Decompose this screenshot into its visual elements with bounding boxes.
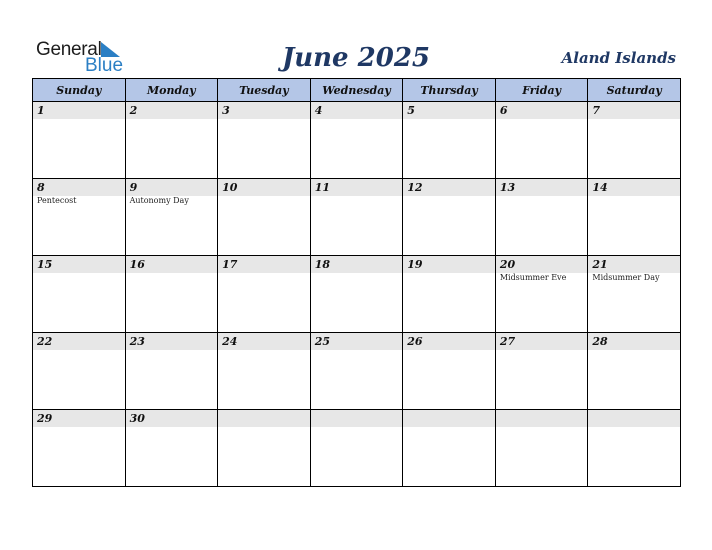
logo-text-blue: Blue [85,55,124,76]
day-cell[interactable] [588,179,681,256]
day-number [403,410,495,427]
weekday-header: Wednesday [310,79,403,102]
day-number [311,410,403,427]
day-number: 30 [126,410,218,427]
day-number: 14 [588,179,680,196]
day-number: 28 [588,333,680,350]
day-number: 24 [218,333,310,350]
day-number: 19 [403,256,495,273]
day-cell[interactable] [588,333,681,410]
day-cell[interactable] [218,256,311,333]
day-number: 8 [33,179,125,196]
day-cell[interactable] [588,256,681,333]
day-number: 21 [588,256,680,273]
day-number: 22 [33,333,125,350]
day-cell[interactable] [33,179,126,256]
week-row [33,410,681,487]
day-number: 15 [33,256,125,273]
day-cell[interactable] [495,333,588,410]
week-row [33,179,681,256]
day-number: 5 [403,102,495,119]
day-cell[interactable] [403,102,496,179]
region-name: Aland Islands [561,49,676,67]
day-number: 13 [496,179,588,196]
day-number: 27 [496,333,588,350]
day-cell[interactable] [310,333,403,410]
day-cell[interactable] [403,333,496,410]
day-cell[interactable] [218,410,311,487]
day-number: 6 [496,102,588,119]
day-number: 2 [126,102,218,119]
day-number: 11 [311,179,403,196]
day-cell[interactable] [495,256,588,333]
day-number [588,410,680,427]
week-row [33,333,681,410]
day-number: 3 [218,102,310,119]
day-cell[interactable] [495,410,588,487]
day-cell[interactable] [33,333,126,410]
day-number: 4 [311,102,403,119]
calendar-title: June 2025 [281,43,431,73]
week-row [33,256,681,333]
day-cell[interactable] [218,333,311,410]
day-number: 10 [218,179,310,196]
day-cell[interactable] [495,102,588,179]
day-cell[interactable] [310,410,403,487]
holiday-label: Autonomy Day [129,196,189,205]
weekday-header: Sunday [33,79,126,102]
holiday-label: Pentecost [37,196,77,205]
day-cell[interactable] [310,102,403,179]
day-number: 26 [403,333,495,350]
day-number: 29 [33,410,125,427]
calendar-grid [32,78,681,487]
day-number: 20 [496,256,588,273]
day-cell[interactable] [218,179,311,256]
day-cell[interactable] [125,179,218,256]
day-cell[interactable] [125,256,218,333]
day-cell[interactable] [588,410,681,487]
day-cell[interactable] [218,102,311,179]
holiday-label: Midsummer Day [592,273,660,282]
weekday-header: Friday [495,79,588,102]
day-number: 18 [311,256,403,273]
day-number: 25 [311,333,403,350]
day-cell[interactable] [403,256,496,333]
day-cell[interactable] [125,102,218,179]
day-cell[interactable] [588,102,681,179]
day-number [496,410,588,427]
day-number: 16 [126,256,218,273]
weekday-header-row [33,79,681,102]
day-number: 7 [588,102,680,119]
day-number: 1 [33,102,125,119]
weekday-header: Thursday [403,79,496,102]
weekday-header: Saturday [588,79,681,102]
day-cell[interactable] [125,333,218,410]
day-cell[interactable] [310,256,403,333]
day-number: 23 [126,333,218,350]
day-cell[interactable] [403,410,496,487]
day-cell[interactable] [495,179,588,256]
day-number [218,410,310,427]
week-row [33,102,681,179]
weekday-header: Tuesday [218,79,311,102]
day-cell[interactable] [403,179,496,256]
day-number: 9 [126,179,218,196]
day-cell[interactable] [33,102,126,179]
holiday-label: Midsummer Eve [499,273,567,282]
day-cell[interactable] [33,410,126,487]
logo-text-general: General [36,39,102,60]
day-cell[interactable] [125,410,218,487]
weekday-header: Monday [125,79,218,102]
day-cell[interactable] [33,256,126,333]
day-cell[interactable] [310,179,403,256]
day-number: 12 [403,179,495,196]
day-number: 17 [218,256,310,273]
